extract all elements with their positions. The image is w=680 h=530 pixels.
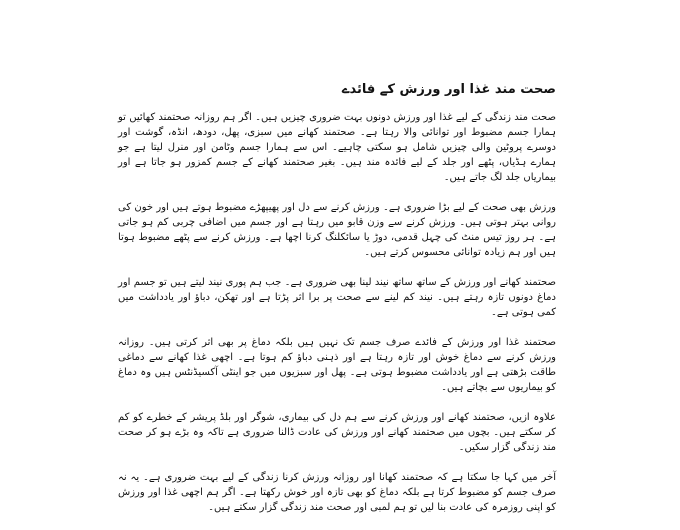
paragraph-4: صحتمند غذا اور ورزش کے فائدے صرف جسم تک نہیں ہیں بلکہ دماغ پر بھی اثر کرتی ہیں۔ روزانہ ورزش کرنے سے دماغ خوش اور تازہ رہتا ہے اور ذہنی دباؤ کم ہوتا ہے۔ اچھی غذا کھانے سے دماغی طاقت بڑھتی ہے اور یادداشت مضبوط ہوتی ہے۔ پھل اور سبزیوں میں جو اینٹی آکسیڈنٹس ہیں وہ دماغ کو بیماریوں سے بچاتے ہیں۔ xyxy=(118,337,556,393)
paragraph-2: ورزش بھی صحت کے لیے بڑا ضروری ہے۔ ورزش کرنے سے دل اور پھیپھڑے مضبوط ہوتے ہیں اور خون کی روانی بہتر ہوتی ہیں۔ ورزش کرنے سے وزن قابو میں رہتا ہے اور جسم میں اضافی چربی کم ہو جاتی ہے۔ ہر روز تیس منٹ کی چہل قدمی، دوڑ یا سائکلنگ کرنا اچھا ہے۔ ورزش کرنے سے پٹھے مضبوط ہوتا ہیں اور ہم زیادہ توانائی محسوس کرتے ہیں۔ xyxy=(118,202,556,258)
paragraph-1: صحت مند زندگی کے لیے غذا اور ورزش دونوں بہت ضروری چیزیں ہیں۔ اگر ہم روزانہ صحتمند کھائیں تو ہمارا جسم مضبوط اور توانائی والا رہتا ہے۔ صحتمند کھانے میں سبزی، پھل، دودھ، انڈہ، گوشت اور دوسرے پروٹین والی چیزیں شامل ہو سکتی چاہیے۔ اس سے ہمارا جسم وٹامن اور منرل لیتا ہے جو ہمارے ہڈیاں، پٹھے اور جلد کے لیے فائدہ مند ہیں۔ بغیر صحتمند کھانے کے جسم کمزور ہو جاتا ہے اور بیماریاں جلد لگ جاتے ہیں۔ xyxy=(118,112,556,183)
paragraph-6: آخر میں کہا جا سکتا ہے کہ صحتمند کھانا اور روزانہ ورزش کرنا زندگی کے لیے بہت ضروری ہے۔ یہ نہ صرف جسم کو مضبوط کرتا ہے بلکہ دماغ کو بھی تازہ اور خوش رکھتا ہے۔ اگر ہم اچھی غذا اور ورزش کو اپنی روزمرہ کی عادت بنا لیں تو ہم لمبی اور صحت مند زندگی گزار سکتے ہیں۔ xyxy=(118,472,556,513)
document-body xyxy=(118,82,556,530)
paragraph-3: صحتمند کھانے اور ورزش کے ساتھ ساتھ نیند لینا بھی ضروری ہے۔ جب ہم پوری نیند لیتے ہیں تو جسم اور دماغ دونوں تازہ رہتے ہیں۔ نیند کم لینے سے صحت پر برا اثر پڑتا ہے اور تھکن، دباؤ اور یادداشت میں کمی ہوتی ہے۔ xyxy=(118,277,556,318)
paragraph-5: علاوہ ازیں، صحتمند کھانے اور ورزش کرنے سے ہم دل کی بیماری، شوگر اور بلڈ پریشر کے خطرے کو کم کر سکتے ہیں۔ بچوں میں صحتمند کھانے اور ورزش کی عادت ڈالنا ضروری ہے تاکہ وہ بڑے ہو کر صحت مند زندگی گزار سکیں۔ xyxy=(118,412,556,453)
document-title: صحت مند غذا اور ورزش کے فائدے xyxy=(341,82,556,97)
